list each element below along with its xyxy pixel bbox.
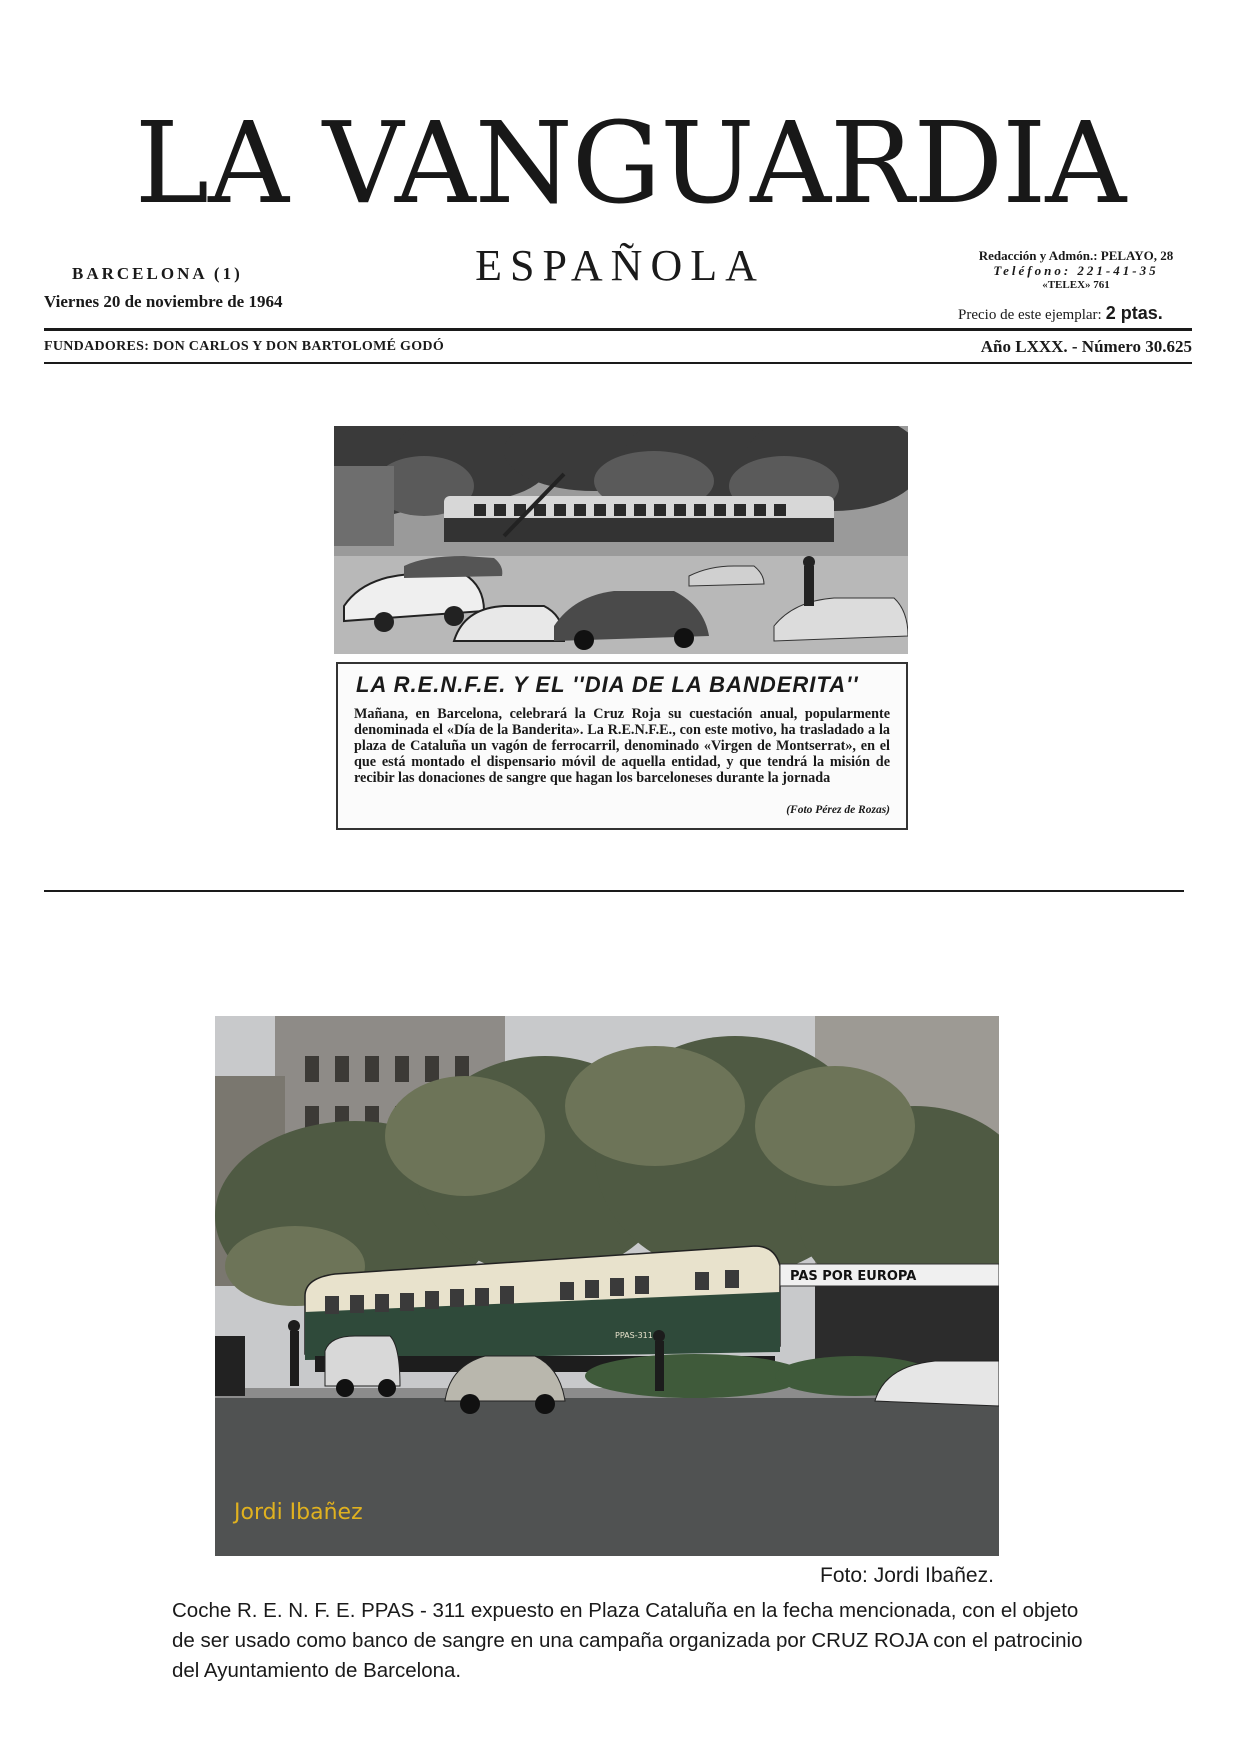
photo-watermark: Jordi Ibañez (234, 1500, 363, 1525)
newspaper-title: LA VANGUARDIA (134, 99, 1126, 229)
price-label: Precio de este ejemplar: (958, 307, 1102, 323)
issue-date: Viernes 20 de noviembre de 1964 (44, 292, 283, 311)
contact-info (960, 248, 1192, 293)
railcar-label: PPAS-311 (615, 1331, 653, 1340)
founders-line: FUNDADORES: DON CARLOS Y DON BARTOLOMÉ GODÓ (44, 339, 445, 354)
section-divider (44, 890, 1184, 892)
masthead-rule-bottom (44, 362, 1192, 364)
newspaper-subtitle: ESPAÑOLA (475, 241, 765, 290)
price (958, 303, 1163, 324)
photo-credit: Foto: Jordi Ibañez. (820, 1564, 994, 1587)
banner-text: PAS POR EUROPA (790, 1269, 917, 1284)
telephone: Teléfono: 221-41-35 (993, 263, 1159, 278)
clipping-headline: LA R.E.N.F.E. Y EL ''DIA DE LA BANDERITA'' (356, 672, 859, 697)
masthead-rule-top (44, 328, 1192, 331)
clipping-credit: (Foto Pérez de Rozas) (786, 804, 890, 816)
city: BARCELONA (1) (72, 264, 243, 283)
railcar-photo (215, 1016, 999, 1556)
price-value: 2 ptas. (1105, 303, 1163, 323)
clipping-body: Mañana, en Barcelona, celebrará la Cruz Roja su cuestación anual, popularmente denominada el «Día de la Banderita». La R.E.N.F.E., con este motivo, ha trasladado a la plaza de Cataluña un vagón de ferrocarril, denominado «Virgen de Montserrat», en el que está montado el dispensario móvil de aquella entidad, y que tendrá la misión de recibir las donaciones de sangre que hagan los barceloneses durante la jornada (354, 706, 890, 786)
issue-number: Año LXXX. - Número 30.625 (980, 337, 1192, 356)
telex: «TELEX» 761 (1042, 279, 1110, 291)
clipping-photo (334, 426, 908, 654)
photo-caption: Coche R. E. N. F. E. PPAS - 311 expuesto en Plaza Cataluña en la fecha mencionada, con el objeto de ser usado como banco de sangre en una campaña organizada por CRUZ ROJA con el patrocinio del Ayuntamiento de Barcelona. (172, 1599, 1083, 1682)
address: Redacción y Admón.: PELAYO, 28 (978, 248, 1174, 263)
